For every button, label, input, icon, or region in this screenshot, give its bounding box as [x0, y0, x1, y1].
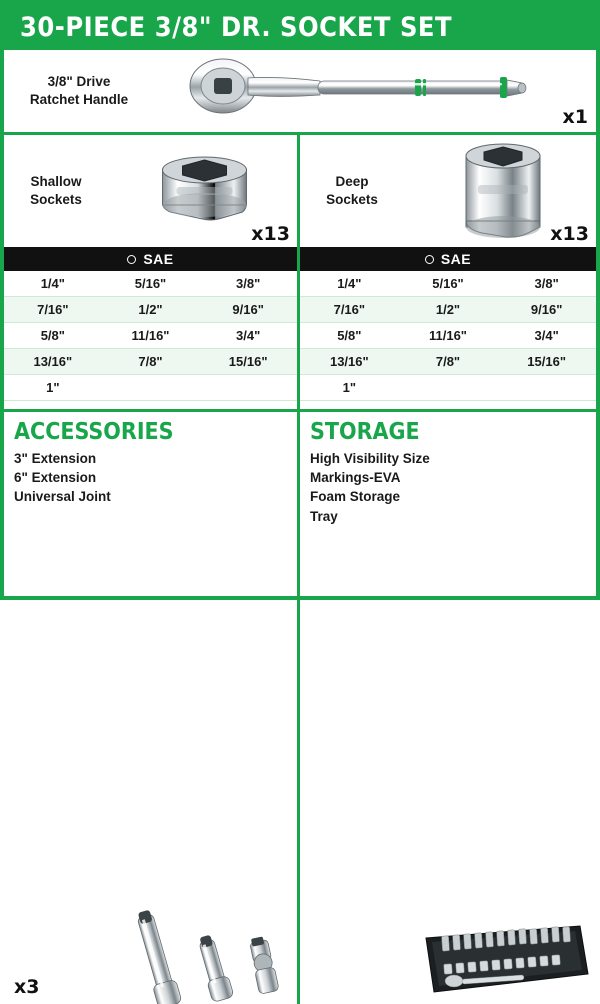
size-cell: 9/16" [199, 297, 297, 323]
size-cell: 13/16" [300, 349, 399, 375]
size-cell: 15/16" [199, 349, 297, 375]
table-row [300, 375, 596, 401]
storage-list [310, 449, 586, 526]
deep-sockets-quantity: x13 [550, 223, 589, 245]
shallow-standard-bar [4, 247, 297, 271]
shallow-label-line1: Shallow [30, 173, 82, 189]
size-cell: 3/8" [497, 271, 596, 297]
list-item: Tray [310, 508, 338, 524]
table-row [300, 323, 596, 349]
shallow-size-table [4, 271, 297, 401]
page-title: 30-PIECE 3/8" DR. SOCKET SET [20, 11, 453, 43]
size-cell: 1" [4, 375, 102, 401]
ratchet-label-line1: 3/8" Drive [47, 73, 111, 89]
size-cell: 11/16" [399, 323, 498, 349]
sockets-section [4, 135, 596, 412]
ratchet-section [4, 50, 596, 135]
accessories-panel [4, 412, 300, 1004]
ratchet-handle-icon [154, 50, 596, 132]
size-cell: 1/2" [399, 297, 498, 323]
size-cell [102, 375, 200, 401]
ratchet-label-line2: Ratchet Handle [29, 92, 129, 107]
size-cell: 7/16" [4, 297, 102, 323]
size-cell: 7/8" [102, 349, 200, 375]
list-item: Universal Joint [14, 489, 111, 505]
deep-sockets-column [300, 135, 596, 409]
radio-icon [127, 255, 136, 264]
shallow-sockets-label [4, 173, 108, 209]
size-cell [199, 375, 297, 401]
shallow-sockets-column [4, 135, 300, 409]
size-cell: 3/4" [497, 323, 596, 349]
table-row [4, 349, 297, 375]
extensions-universal-joint-icon [127, 899, 297, 1004]
size-cell: 5/8" [4, 323, 102, 349]
table-row [300, 349, 596, 375]
shallow-sockets-header [4, 135, 297, 247]
size-cell: 7/8" [399, 349, 498, 375]
accessories-heading: ACCESSORIES [14, 419, 174, 445]
ratchet-label [4, 73, 154, 109]
size-cell: 3/8" [199, 271, 297, 297]
size-cell: 3/4" [199, 323, 297, 349]
size-cell: 11/16" [102, 323, 200, 349]
shallow-standard-label: SAE [143, 251, 174, 267]
size-cell: 1" [300, 375, 399, 401]
size-cell: 1/4" [4, 271, 102, 297]
deep-sockets-header [300, 135, 596, 247]
deep-label-line2: Sockets [326, 192, 378, 207]
ratchet-quantity: x1 [562, 106, 588, 128]
table-row [4, 271, 297, 297]
list-item: Markings-EVA [310, 470, 401, 486]
table-row [300, 297, 596, 323]
deep-standard-bar [300, 247, 596, 271]
size-cell: 5/16" [399, 271, 498, 297]
deep-label-line1: Deep [335, 173, 369, 189]
table-row [4, 375, 297, 401]
table-row [4, 323, 297, 349]
deep-sockets-label [300, 173, 404, 209]
size-cell: 1/2" [102, 297, 200, 323]
storage-heading: STORAGE [310, 419, 420, 445]
accessories-list [14, 449, 287, 506]
deep-size-table [300, 271, 596, 401]
bottom-section [4, 412, 596, 1004]
radio-icon [425, 255, 434, 264]
deep-standard-label: SAE [440, 251, 472, 267]
shallow-label-line2: Sockets [30, 192, 82, 207]
list-item: 6" Extension [14, 470, 97, 486]
list-item: Foam Storage [310, 489, 401, 505]
header-banner [4, 4, 596, 50]
eva-foam-tray-icon [420, 918, 590, 996]
shallow-sockets-quantity: x13 [251, 223, 290, 245]
size-cell: 13/16" [4, 349, 102, 375]
size-cell: 9/16" [497, 297, 596, 323]
list-item: High Visibility Size [310, 451, 430, 467]
table-row [4, 297, 297, 323]
size-cell: 5/8" [300, 323, 399, 349]
size-cell: 7/16" [300, 297, 399, 323]
size-cell [497, 375, 596, 401]
accessories-quantity: x3 [14, 976, 40, 998]
size-cell: 5/16" [102, 271, 200, 297]
size-cell: 1/4" [300, 271, 399, 297]
size-cell [399, 375, 498, 401]
list-item: 3" Extension [14, 451, 97, 467]
table-row [300, 271, 596, 297]
size-cell: 15/16" [497, 349, 596, 375]
storage-panel [300, 412, 596, 1004]
